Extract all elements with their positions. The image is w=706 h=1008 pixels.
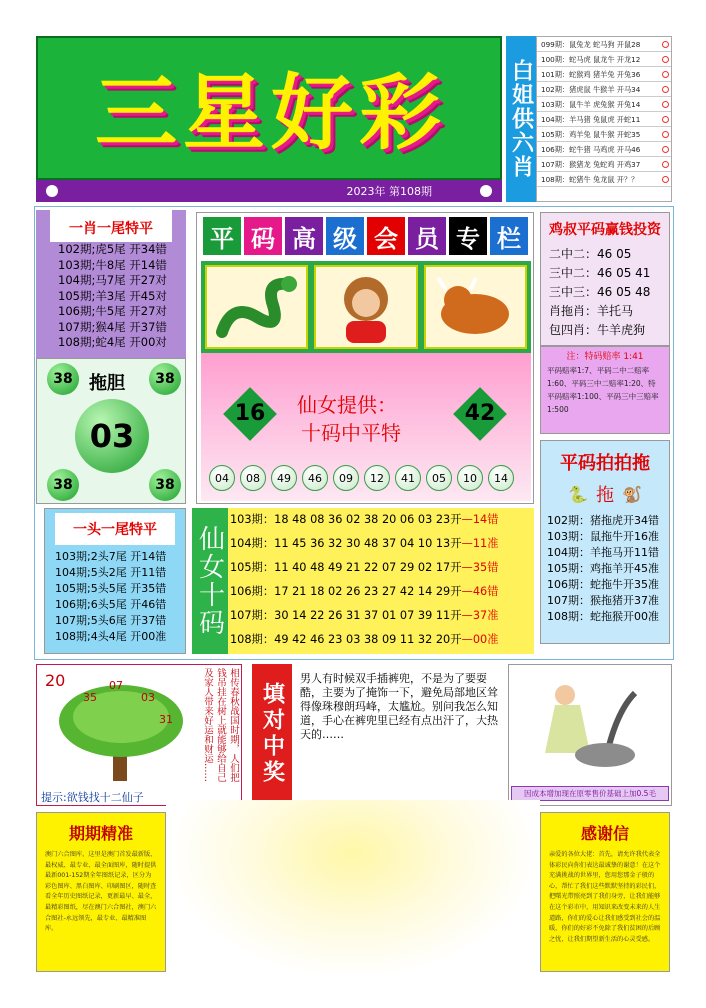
number-ball: 14 — [488, 465, 514, 491]
number-ball: 08 — [240, 465, 266, 491]
yitou-panel — [44, 508, 186, 654]
list-item: 107期;猴4尾 开37错 — [58, 319, 167, 334]
list-item: 二中二：46 05 — [549, 247, 632, 261]
list-item: 100期：蛇马虎 鼠龙牛 开龙12 — [537, 52, 671, 67]
list-item: 103期;牛8尾 开14错 — [58, 257, 167, 272]
list-item: 106期：蛇牛猪 马鸡虎 开马46 — [537, 142, 671, 157]
masthead — [36, 36, 502, 180]
vip-char: 码 — [244, 217, 282, 255]
list-item: 105期;羊3尾 开45对 — [58, 288, 167, 303]
monkey-icon: 🐒 — [622, 484, 642, 504]
xiannv-label: 仙女十码 — [192, 508, 228, 654]
number-ball: 05 — [426, 465, 452, 491]
number-ball: 49 — [271, 465, 297, 491]
ox-image — [424, 265, 527, 349]
paipai-images — [541, 475, 669, 513]
ten-balls — [209, 465, 514, 491]
list-item: 106期;6头5尾 开46错 — [55, 598, 167, 611]
number-ball: 09 — [333, 465, 359, 491]
list-item: 099期：鼠兔龙 蛇马狗 开鼠28 — [537, 37, 671, 52]
list-item: 104期;马7尾 开27对 — [58, 273, 167, 287]
list-item: 104期：羊马猪 兔鼠虎 开蛇11 — [537, 112, 671, 127]
left-dot-icon — [46, 185, 58, 197]
list-item: 三中二：46 05 41 — [549, 266, 651, 280]
list-item: 108期：蛇猪牛 兔龙鼠 开？？ — [537, 172, 671, 187]
list-item: 肖拖肖：羊托马 — [549, 304, 634, 318]
animal-images — [201, 261, 531, 353]
list-item: 103期：鼠牛羊 虎兔猴 开兔14 — [537, 97, 671, 112]
page-title: 三星好彩 — [94, 66, 447, 161]
list-item: 105期：鸡羊兔 鼠牛猴 开蛇35 — [537, 127, 671, 142]
vip-char: 高 — [285, 217, 323, 255]
tree-num: 07 — [109, 679, 123, 692]
issue-bar — [36, 180, 502, 202]
corner-ball: 38 — [149, 469, 181, 501]
right-number: 42 — [464, 401, 496, 426]
price-warning: 因成本增加现在原零售价基础上加0.5毛 — [511, 786, 669, 801]
lady-icon — [525, 673, 645, 773]
qiqi-title: 期期精准 — [68, 824, 133, 843]
vip-char: 会 — [367, 217, 405, 255]
list-item: 包四肖：牛羊虎狗 — [549, 323, 646, 337]
list-item: 102期：猪拖虎开34错 — [547, 514, 659, 527]
vip-char: 级 — [326, 217, 364, 255]
snake-icon: 🐍 — [568, 484, 588, 504]
odds-title: 注：特码赔率 1:41 — [566, 352, 644, 362]
number-ball: 04 — [209, 465, 235, 491]
list-item: 107期：猴猪龙 兔蛇鸡 开鸡37 — [537, 157, 671, 172]
center-ball: 03 — [75, 399, 149, 473]
number-ball: 12 — [364, 465, 390, 491]
xiannv-rows — [228, 508, 534, 654]
right-dot-icon — [480, 185, 492, 197]
vip-char: 员 — [408, 217, 446, 255]
lady-image-panel — [508, 664, 672, 806]
thanks-title: 感谢信 — [580, 824, 629, 843]
vip-char: 专 — [449, 217, 487, 255]
six-xiao-title: 白姐供六肖 — [506, 36, 536, 202]
list-item: 108期;蛇4尾 开00对 — [58, 335, 167, 349]
list-item: 106期：蛇拖牛开35准 — [547, 578, 659, 591]
list-item: 三中三：46 05 48 — [549, 285, 651, 299]
list-item: 106期;牛5尾 开27对 — [58, 304, 167, 318]
list-item: 102期;虎5尾 开34错 — [58, 242, 167, 256]
number-ball: 41 — [395, 465, 421, 491]
jishu-panel — [540, 212, 670, 346]
list-item: 104期;5头2尾 开11错 — [55, 566, 167, 579]
tree-poem: 相传春秋战国时期，人们把钱吊挂在树上就能够给自己及家人带来好运和财运…… — [202, 668, 239, 782]
provider-box — [201, 353, 531, 501]
yixiao-panel — [36, 210, 186, 358]
table-row: 104期：11 45 36 32 30 48 37 04 10 13开—11准 — [230, 537, 499, 550]
yitou-title: 一头一尾特平 — [55, 513, 175, 545]
list-item: 108期;4头4尾 开00准 — [55, 630, 167, 643]
vip-char: 平 — [203, 217, 241, 255]
list-item: 101期：蛇猴鸡 猪羊兔 开兔36 — [537, 67, 671, 82]
left-number: 16 — [234, 401, 266, 426]
thanks-body: 亲爱的各位大佬：首先，请允许我代表全体彩民向你们表达最诚挚的谢意！在这个充满挑战的世界里，您用您那金子般的心，帮忙了我们这些默默坚持的彩民们，把曙光带照亮到了我们身旁，让我们能够在这个彩市中，用知识来改变未来的人生道路，你们的爱心让我们感受到社会的温暖，你们的好彩不免除了我们贫困的后顾之忧，让我们期望新生活的心灵受感。 — [549, 851, 661, 943]
joke-text: 男人有时候双手插裤兜，不是为了要耍酷，主要为了掩饰一下，避免局部地区耸得像珠穆朗玛峰，太尴尬。别问我怎么知道，手心在裤兜里已经有点出汗了，大热天的…… — [300, 672, 498, 741]
issue-label: 2023年 第108期 — [346, 185, 432, 198]
monkey-image — [314, 265, 417, 349]
corner-ball: 38 — [47, 363, 79, 395]
tuodan-panel — [36, 358, 186, 504]
tree-num: 35 — [83, 691, 97, 704]
odds-note — [540, 346, 670, 434]
tree-hint: 提示:欲钱找十二仙子 — [41, 791, 144, 804]
table-row: 108期：49 42 46 23 03 38 09 11 32 20开—00准 — [230, 633, 499, 646]
jishu-title: 鸡叔平码赢钱投资 — [549, 222, 661, 238]
qiqi-panel — [36, 812, 166, 972]
qiqi-body: 澳门六合图库，这里是澳门首发最新版、最权威、最专业、最全面图库，随时提供最新001-152期全年图纸记录，区分为彩色图库、黑白图库、印刷图区，随时查看全年历史图纸记录，更新最早、最全，最精彩图纸，尽在澳门六合图社，澳门六合图社-永远领先，最专业、最精准图库。 — [45, 851, 157, 933]
vip-char: 栏 — [490, 217, 528, 255]
corner-ball: 38 — [47, 469, 79, 501]
corner-ball: 38 — [149, 363, 181, 395]
list-item: 104期：羊拖马开11错 — [547, 546, 659, 559]
list-item: 107期;5头6尾 开37错 — [55, 614, 167, 627]
number-ball: 10 — [457, 465, 483, 491]
tree-icon — [51, 677, 191, 787]
list-item: 102期：猪虎鼠 牛猴羊 开马34 — [537, 82, 671, 97]
paipai-title: 平码拍拍拖 — [560, 453, 650, 474]
list-item: 103期;2头7尾 开14错 — [55, 550, 167, 563]
tree-num: 31 — [159, 713, 173, 726]
six-xiao-list — [536, 36, 672, 202]
thanks-panel — [540, 812, 670, 972]
number-ball: 46 — [302, 465, 328, 491]
list-item: 105期;5头5尾 开35错 — [55, 582, 167, 595]
glow-decoration — [166, 800, 540, 980]
list-item: 108期：蛇拖猴开00准 — [547, 610, 659, 623]
fill-win-badge: 填对中奖 — [252, 664, 292, 804]
paipai-panel — [540, 440, 670, 644]
vip-title — [203, 217, 528, 255]
tree-number: 20 — [45, 671, 66, 690]
odds-body: 平码赔率1:7、平码二中二赔率1:60、平码三中二赔率1:20、特平码赔率1:100、平码三中三赔率1:500 — [547, 366, 659, 414]
table-row: 103期：18 48 08 36 02 38 20 06 03 23开—14错 — [230, 513, 499, 526]
list-item: 103期：鼠拖牛开16准 — [547, 530, 659, 543]
tuo-label: 拖 — [596, 485, 614, 506]
tree-num: 03 — [141, 691, 155, 704]
provider-line1: 仙女提供： — [297, 393, 397, 417]
yixiao-title: 一肖一尾特平 — [50, 210, 172, 242]
list-item: 105期：鸡拖羊开45准 — [547, 562, 659, 575]
table-row: 106期：17 21 18 02 26 23 27 42 14 29开—46错 — [230, 585, 499, 598]
table-row: 107期：30 14 22 26 31 37 01 07 39 11开—37准 — [230, 609, 499, 622]
snake-image — [205, 265, 308, 349]
tuodan-label: 拖胆 — [89, 373, 125, 394]
table-row: 105期：11 40 48 49 21 22 07 29 02 17开—35错 — [230, 561, 499, 574]
list-item: 107期：猴拖猪开37准 — [547, 594, 659, 607]
provider-line2: 十码中平特 — [301, 421, 401, 445]
vip-panel — [196, 212, 534, 504]
